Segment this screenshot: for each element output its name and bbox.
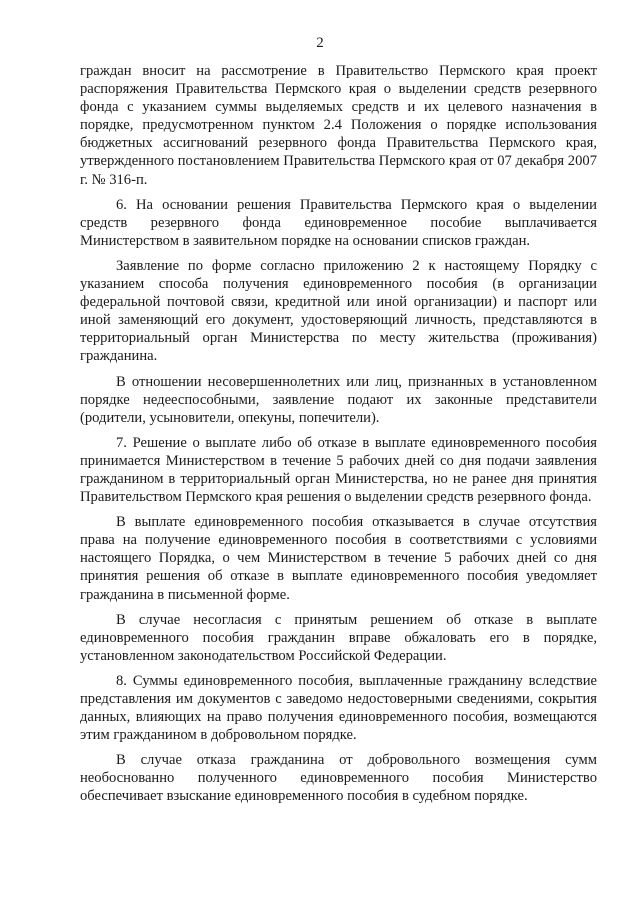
paragraph-refusal: В выплате единовременного пособия отказывается в случае отсутствия права на получение единовременного пособия в соответствиями с условиями настоящего Порядка, о чем Министерством в течение 5 рабочих дней со дня принятия решения об отказе в выплате единовременного пособия уведомляет гражданина в письменной форме.: [80, 514, 597, 603]
paragraph-appeal: В случае несогласия с принятым решением об отказе в выплате единовременного пособия гражданин вправе обжаловать его в порядке, установленном законодательством Российской Федерации.: [80, 611, 597, 664]
paragraph-item-6: 6. На основании решения Правительства Пермского края о выделении средств резервного фонда единовременное пособие выплачивается Министерством в заявительном порядке на основании списков граждан.: [80, 196, 597, 249]
paragraph-item-7: 7. Решение о выплате либо об отказе в выплате единовременного пособия принимается Министерством в течение 5 рабочих дней со дня подачи заявления гражданином в территориальный орган Министерства, но не ранее дня принятия Правительством Пермского края решения о выделении средств резервного фонда.: [80, 434, 597, 506]
paragraph-minors: В отношении несовершеннолетних или лиц, признанных в установленном порядке недееспособными, заявление подают их законные представители (родители, усыновители, опекуны, попечители).: [80, 373, 597, 426]
paragraph-court-recovery: В случае отказа гражданина от добровольного возмещения сумм необоснованно полученного единовременного пособия Министерство обеспечивает взыскание единовременного пособия в судебном порядке.: [80, 752, 597, 805]
paragraph-continuation: граждан вносит на рассмотрение в Правительство Пермского края проект распоряжения Правительства Пермского края о выделении средств резервного фонда с указанием суммы выделяемых средств и их целевого назначения в порядке, предусмотренном пунктом 2.4 Положения о порядке использования бюджетных ассигнований резервного фонда Правительства Пермского края, утвержденного постановлением Правительства Пермского края от 07 декабря 2007 г. № 316-п.: [80, 63, 597, 188]
page-number: 2: [316, 35, 324, 51]
paragraph-application: Заявление по форме согласно приложению 2 к настоящему Порядку с указанием способа получения единовременного пособия (в организации федеральной почтовой связи, кредитной или иной организации) и паспорт или иной заменяющий его документ, удостоверяющий личность, представляются в территориальный орган Министерства по месту жительства (проживания) гражданина.: [80, 257, 597, 365]
paragraph-item-8: 8. Суммы единовременного пособия, выплаченные гражданину вследствие представления им документов с заведомо недостоверными сведениями, сокрытия данных, влияющих на право получения единовременного пособия, возмещаются этим гражданином в добровольном порядке.: [80, 672, 597, 744]
document-body: [80, 62, 597, 813]
